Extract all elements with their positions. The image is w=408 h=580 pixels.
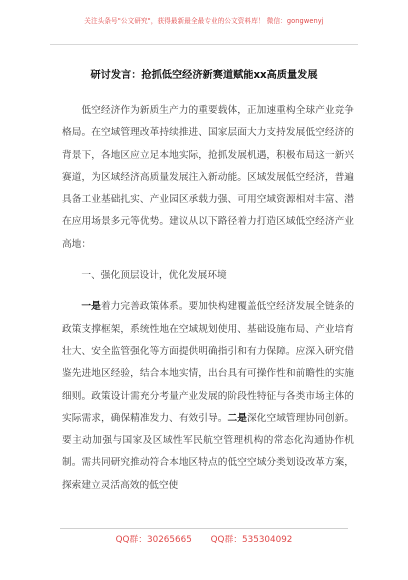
header-banner-text: 关注头条号"公文研究"，获得最新最全最专业的公文资料库！ 微信：gongwenyj — [84, 17, 324, 25]
footer-qq-group-2: QQ群：535304092 — [210, 535, 293, 545]
header-banner — [0, 8, 408, 27]
point-lead-2: 二是 — [227, 412, 247, 424]
header-divider — [50, 44, 358, 45]
point-text-1: 着力完善政策体系。要加快构建覆盖低空经济发展全链条的政策支撑框架，系统性地在空域规划使用、基础设施布局、产业培育壮大、安全监管强化等方面提供明确指引和有力保障。应深入研究借鉴先进地区经验，结合本地实情，出台具有可操作性和前瞻性的实施细则。政策设计需充分考量产业发展的阶段性特征与各类市场主体的实际需求，确保精准发力、有效引导。 — [62, 301, 355, 424]
footer-qq-group-1: QQ群：30265665 — [115, 535, 192, 545]
point-lead-1: 一是 — [81, 301, 101, 313]
section-heading: 一、强化顶层设计，优化发展环境 — [81, 270, 227, 282]
footer-divider — [60, 528, 348, 529]
intro-paragraph: 低空经济作为新质生产力的重要载体，正加速重构全球产业竞争格局。在空域管理改革持续推进、国家层面大力支持发展低空经济的背景下，各地区应立足本地实际，抢抓发展机遇，积极布局这一新兴赛道，为区域经济高质量发展注入新动能。区域发展低空经济，普遍具备工业基础扎实、产业园区承载力强、可用空域资源相对丰富、潜在应用场景多元等优势。建议从以下路径着力打造区域低空经济产业高地： — [62, 105, 354, 250]
document-body — [62, 100, 354, 497]
document-title: 研讨发言：抢抓低空经济新赛道赋能xx高质量发展 — [90, 70, 318, 81]
body-paragraph — [62, 296, 354, 497]
point-text-2: 深化空域管理协同创新。要主动加强与国家及区域性军民航空管理机构的常态化沟通协作机制。需共同研究推动符合本地区特点的低空空域分类划设改革方案，探索建立灵活高效的低空使 — [62, 412, 355, 491]
footer — [0, 532, 408, 545]
